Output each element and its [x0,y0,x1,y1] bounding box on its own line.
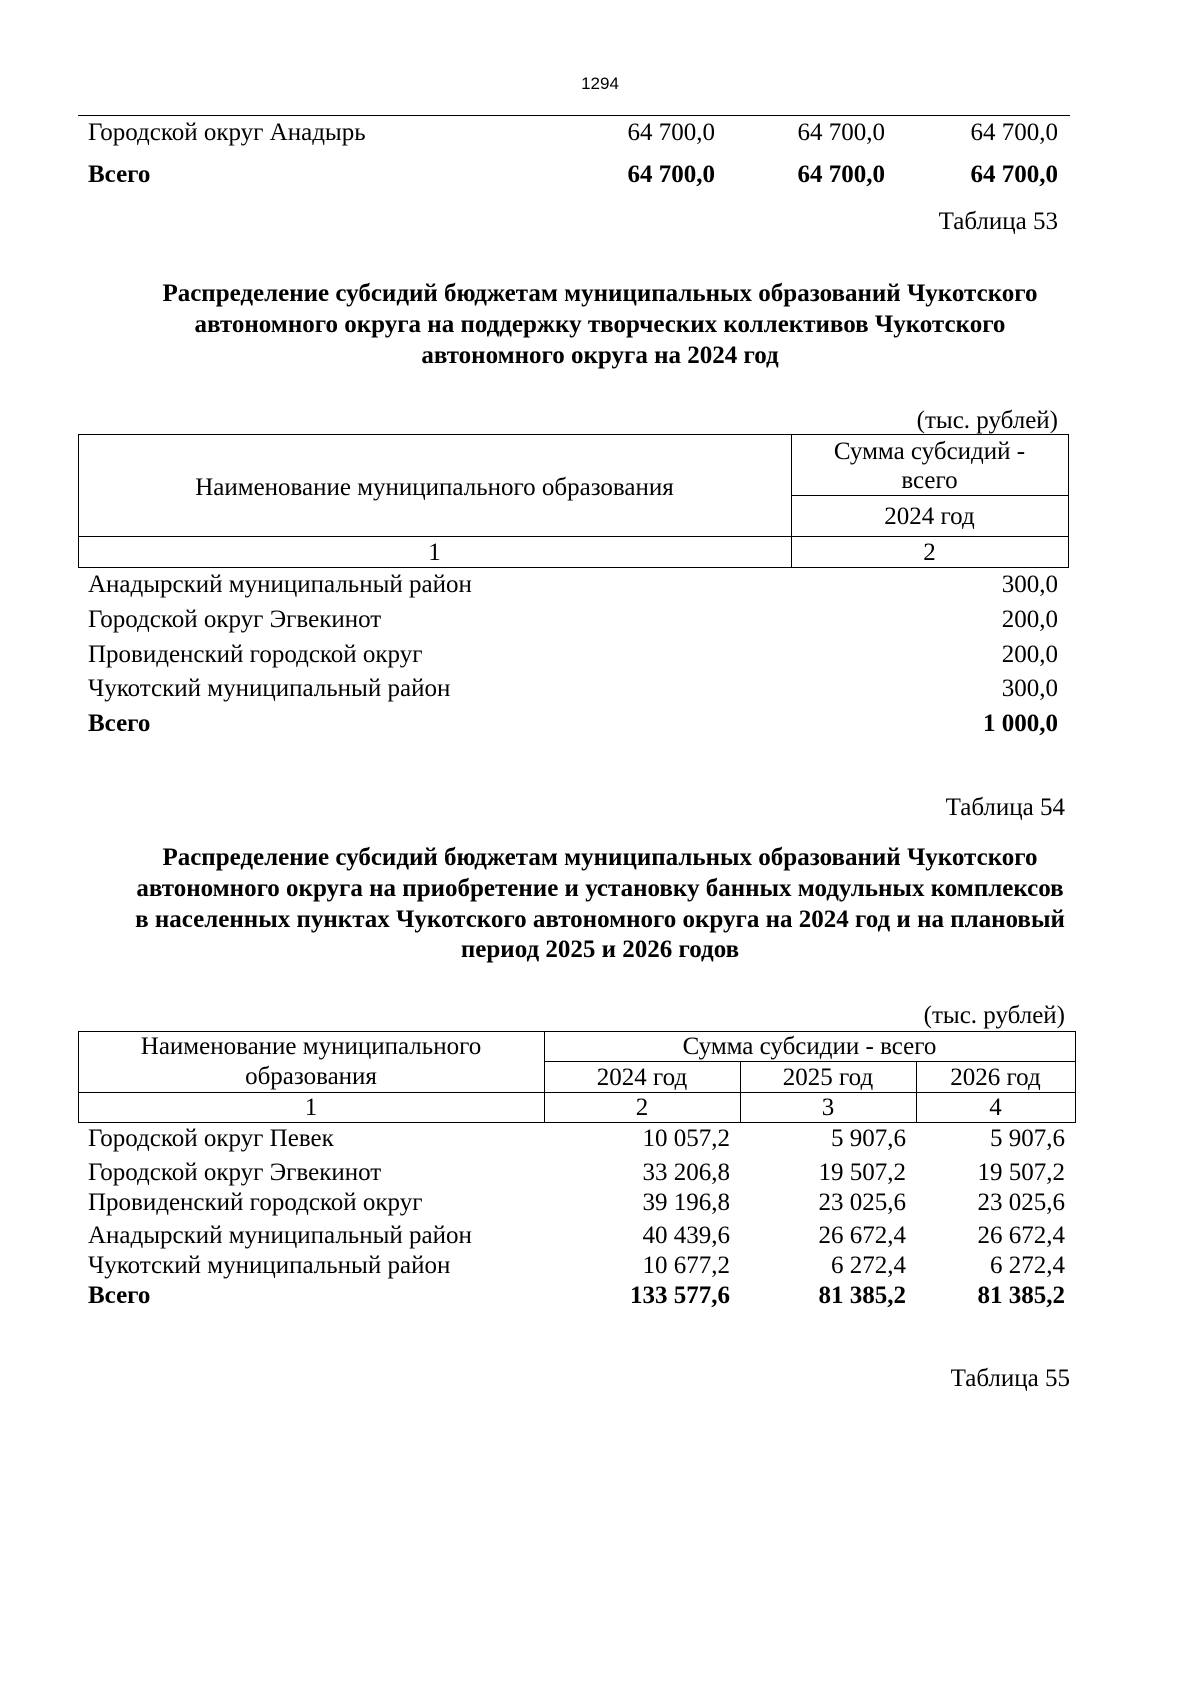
table-cell-value: 6 272,4 [990,1252,1065,1279]
table-cell-value: 26 672,4 [977,1222,1065,1249]
table-cell-value: 5 907,6 [831,1125,906,1152]
table-row: Городской округ Эгвекинот [88,606,382,633]
table54-col-number-3: 3 [821,1094,835,1121]
table54-title-line-4: период 2025 и 2026 годов [460,936,740,963]
table54-title-line-2: автономного округа на приобретение и установку банных модульных комплексов [136,875,1064,902]
table54-total-value-2024: 133 577,6 [630,1282,730,1309]
table53-header-year: 2024 год [884,503,975,530]
table53-title-line-1: Распределение субсидий бюджетам муниципальных образований Чукотского [162,280,1038,307]
table-cell-value: 23 025,6 [977,1189,1065,1216]
table54-total-value-2026: 81 385,2 [977,1282,1065,1309]
table54-header-name-line-1: Наименование муниципального [140,1033,482,1060]
table54-header-year-2025: 2025 год [782,1064,874,1091]
table53-col-number-2: 2 [923,539,936,566]
table54-total-value-2025: 81 385,2 [818,1282,906,1309]
prev-table-top-border [78,115,1070,116]
table-cell-value: 5 907,6 [990,1125,1065,1152]
table-cell-value: 10 677,2 [642,1252,730,1279]
prev-total-value-3: 64 700,0 [970,161,1058,188]
table-cell-value: 200,0 [1001,606,1058,633]
table-cell-value: 300,0 [1001,571,1058,598]
prev-row-value-1: 64 700,0 [627,119,715,146]
prev-total-value-2: 64 700,0 [797,161,885,188]
prev-row-value-3: 64 700,0 [970,119,1058,146]
table-row: Городской округ Певек [88,1125,334,1152]
prev-row-name: Городской округ Анадырь [88,119,366,146]
table-cell-value: 300,0 [1001,675,1058,702]
page-number: 1294 [581,74,619,93]
table-cell-value: 23 025,6 [818,1189,906,1216]
table54-header-year-2026: 2026 год [950,1064,1041,1091]
table-cell-value: 10 057,2 [642,1125,730,1152]
table-cell-value: 26 672,4 [818,1222,906,1249]
table-row: Анадырский муниципальный район [88,1222,472,1249]
table54-title-line-3: в населенных пунктах Чукотского автономного округа на 2024 год и на плановый [135,906,1065,933]
table-row: Анадырский муниципальный район [88,571,472,598]
table53-total-value: 1 000,0 [983,710,1058,737]
table54-total-label: Всего [88,1282,151,1309]
table-cell-value: 6 272,4 [831,1252,906,1279]
table-cell-value: 200,0 [1001,641,1058,668]
table53-col-number-1: 1 [428,539,441,566]
table54-col-number-4: 4 [989,1094,1002,1121]
table54-header-year-2024: 2024 год [596,1064,688,1091]
table54-label: Таблица 54 [945,794,1065,821]
table-cell-value: 33 206,8 [642,1159,730,1186]
table-row: Провиденский городской округ [88,641,423,668]
prev-total-label: Всего [88,161,151,188]
table53-header-sum-line-2: всего [901,467,958,494]
table-cell-value: 19 507,2 [818,1159,906,1186]
table-row: Провиденский городской округ [88,1189,423,1216]
table53-label: Таблица 53 [938,208,1058,235]
table54-col-number-1: 1 [304,1094,318,1121]
table53-unit: (тыс. рублей) [916,407,1058,434]
table53-title-line-2: автономного округа на поддержку творческих коллективов Чукотского [194,311,1006,338]
table53-total-label: Всего [88,710,151,737]
table-row: Городской округ Эгвекинот [88,1159,382,1186]
table53-title-line-3: автономного округа на 2024 год [421,342,779,369]
table-cell-value: 40 439,6 [642,1222,730,1249]
table53-header-sum-line-1: Сумма субсидий - [833,438,1026,465]
table54-header-name-line-2: образования [245,1063,377,1090]
table54-title-line-1: Распределение субсидий бюджетам муниципальных образований Чукотского [162,844,1038,871]
prev-total-value-1: 64 700,0 [627,161,715,188]
table-row: Чукотский муниципальный район [88,675,451,702]
table-cell-value: 19 507,2 [977,1159,1065,1186]
table54-unit: (тыс. рублей) [923,1002,1065,1029]
table53-header-name: Наименование муниципального образования [195,474,674,501]
table-row: Чукотский муниципальный район [88,1252,451,1279]
table54-header-sum: Сумма субсидии - всего [682,1033,937,1060]
table55-label: Таблица 55 [950,1365,1070,1392]
table54-col-number-2: 2 [635,1094,649,1121]
table-cell-value: 39 196,8 [642,1189,730,1216]
prev-row-value-2: 64 700,0 [797,119,885,146]
